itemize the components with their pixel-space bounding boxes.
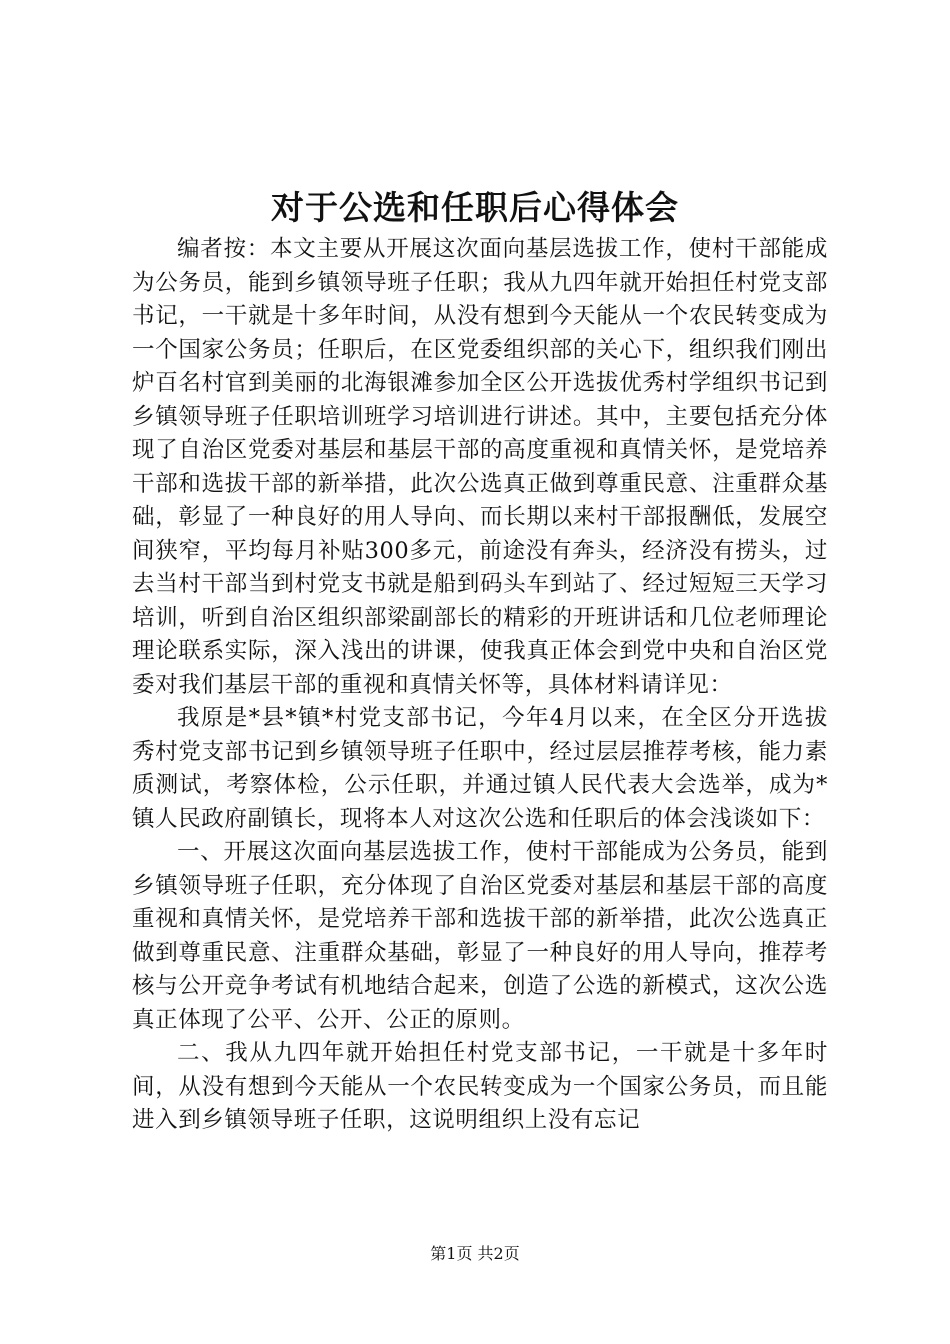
page-footer: 第1页 共2页 (430, 1244, 520, 1263)
paragraph-point-two: 二、我从九四年就开始担任村党支部书记，一干就是十多年时间，从没有想到今天能从一个农民转变成为一个国家公务员，而且能进入到乡镇领导班子任职，这说明组织上没有忘记 (132, 1040, 828, 1133)
document-title: 对于公选和任职后心得体会 (271, 188, 679, 227)
paragraph-point-one: 一、开展这次面向基层选拔工作，使村干部能成为公务员，能到乡镇领导班子任职，充分体现了自治区党委对基层和基层干部的高度重视和真情关怀，是党培养干部和选拔干部的新举措，此次公选真正做到尊重民意、注重群众基础，彰显了一种良好的用人导向，推荐考核与公开竞争考试有机地结合起来，创造了公选的新模式，这次公选真正体现了公平、公开、公正的原则。 (132, 839, 828, 1033)
paragraph-introduction: 我原是*县*镇*村党支部书记，今年4月以来，在全区分开选拔秀村党支部书记到乡镇领导班子任职中，经过层层推荐考核，能力素质测试，考察体检，公示任职，并通过镇人民代表大会选举，成为*镇人民政府副镇长，现将本人对这次公选和任职后的体会浅谈如下： (132, 705, 828, 832)
document-body (132, 233, 828, 1138)
paragraph-editor-note: 编者按：本文主要从开展这次面向基层选拔工作，使村干部能成为公务员，能到乡镇领导班子任职；我从九四年就开始担任村党支部书记，一干就是十多年时间，从没有想到今天能从一个农民转变成为一个国家公务员；任职后，在区党委组织部的关心下，组织我们刚出炉百名村官到美丽的北海银滩参加全区公开选拔优秀村学组织书记到乡镇领导班子任职培训班学习培训进行讲述。其中，主要包括充分体现了自治区党委对基层和基层干部的高度重视和真情关怀，是党培养干部和选拔干部的新举措，此次公选真正做到尊重民意、注重群众基础，彰显了一种良好的用人导向、而长期以来村干部报酬低，发展空间狭窄，平均每月补贴300多元，前途没有奔头，经济没有捞头，过去当村干部当到村党支书就是船到码头车到站了、经过短短三天学习培训，听到自治区组织部梁副部长的精彩的开班讲话和几位老师理论理论联系实际，深入浅出的讲课，使我真正体会到党中央和自治区党委对我们基层干部的重视和真情关怀等，具体材料请详见： (132, 236, 828, 698)
